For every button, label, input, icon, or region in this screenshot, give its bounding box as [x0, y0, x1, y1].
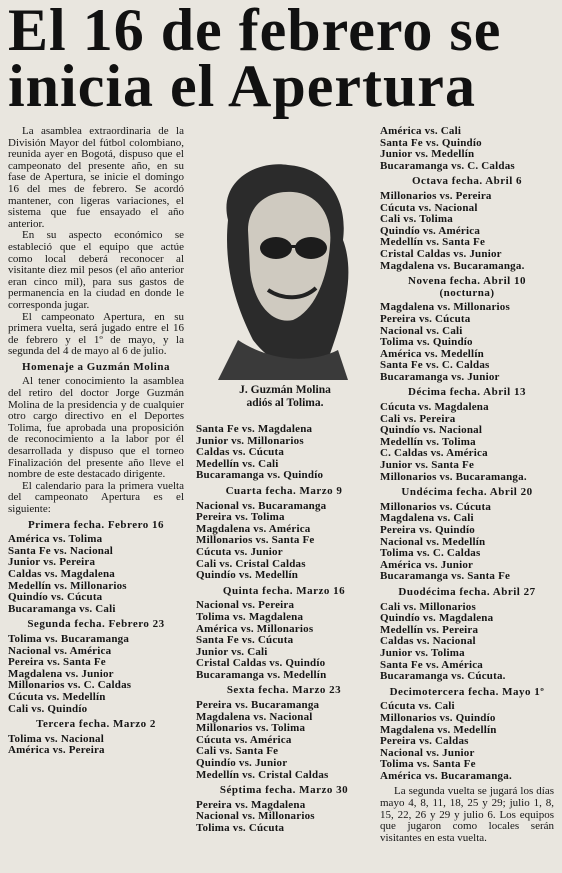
match-line: Tolima vs. Nacional	[8, 732, 104, 745]
headline: El 16 de febrero se inicia el Apertura	[8, 0, 502, 119]
match-line: Pereira vs. Santa Fe	[8, 656, 106, 669]
match-line: Bucaramanga vs. Medellín	[196, 668, 327, 681]
match-line: Pereira vs. Quindío	[380, 524, 475, 536]
match-line: Bucaramanga vs. Cúcuta.	[380, 670, 506, 683]
match-line: Millonarios vs. Tolima	[196, 722, 306, 735]
match-line: Magdalena vs. Nacional	[196, 710, 313, 723]
round-heading: Octava fecha. Abril 6	[411, 175, 523, 188]
round-heading: Undécima fecha. Abril 20	[401, 486, 533, 499]
match-line: América vs. Cali	[380, 125, 462, 137]
match-line: Millonarios vs. C. Caldas	[8, 679, 132, 692]
round-matches	[8, 534, 184, 615]
column-1-rounds	[8, 520, 184, 757]
round-heading: Décima fecha. Abril 13	[408, 386, 526, 399]
column-3-rounds	[380, 176, 554, 782]
round-matches	[380, 502, 554, 583]
match-line: Magdalena vs. Bucaramanga.	[380, 259, 525, 272]
match-line: América vs. Medellín	[380, 347, 484, 360]
match-line: Medellín vs. Millonarios	[8, 579, 127, 592]
calendario-paragraph: El calendario para la primera vuelta del campeonato Apertura es el siguiente:	[8, 479, 184, 515]
match-line: Pereira vs. Cúcuta	[380, 312, 471, 325]
match-line: América vs. Bucaramanga.	[380, 769, 512, 782]
round-matches	[8, 734, 184, 757]
match-line: Caldas vs. Cúcuta	[196, 446, 285, 459]
round-matches	[196, 501, 372, 582]
match-line: Bucaramanga vs. Santa Fe	[380, 570, 511, 583]
round-matches	[380, 602, 554, 683]
match-line: Pereira vs. Caldas	[380, 735, 469, 748]
round-matches	[380, 402, 554, 483]
match-line: Santa Fe vs. Quindío	[380, 136, 482, 149]
match-line: América vs. Junior	[380, 558, 474, 571]
round-heading: Cuarta fecha. Marzo 9	[225, 484, 343, 497]
match-line: Cali vs. Quindío	[8, 702, 88, 715]
match-line: Quindío vs. Junior	[196, 757, 288, 770]
match-line: Cúcuta vs. Nacional	[380, 201, 478, 214]
round-matches	[380, 191, 554, 272]
round-heading: Duodécima fecha. Abril 27	[398, 585, 536, 598]
match-line: Bucaramanga vs. C. Caldas	[380, 159, 515, 172]
round-heading: Novena fecha. Abril 10 (nocturna)	[408, 275, 526, 299]
round-matches	[196, 700, 372, 781]
match-line: Cali vs. Tolima	[380, 213, 453, 226]
round-matches	[380, 302, 554, 383]
match-line: América vs. Pereira	[8, 744, 105, 757]
match-line: Tolima vs. Magdalena	[196, 610, 304, 623]
match-line: Santa Fe vs. América	[380, 658, 483, 671]
round-matches	[8, 634, 184, 715]
match-line: América vs. Tolima	[8, 533, 103, 546]
match-line: Cali vs. Santa Fe	[196, 745, 279, 758]
homenaje-paragraph: Al tener conocimiento la asamblea del retiro del doctor Jorge Guzmán Molina de la presidencia y de cualquier otro cargo directivo en el Deportes Tolima, fue aprobada una proposición de reconocimiento a la labor por él desarrollada y dispuso que el torneo Finalización del presente año lleve el nombre de este destacado dirigente.	[8, 375, 184, 481]
match-line: Santa Fe vs. Magdalena	[196, 423, 313, 435]
match-line: Pereira vs. Tolima	[196, 511, 285, 524]
match-line: Junior vs. Medellín	[380, 148, 475, 161]
match-line: Nacional vs. Millonarios	[196, 810, 315, 823]
match-line: Caldas vs. Nacional	[380, 635, 476, 648]
match-line: Cúcuta vs. Cali	[380, 700, 455, 713]
match-line: Junior vs. Santa Fe	[380, 459, 475, 472]
match-line: Cúcuta vs. América	[196, 733, 292, 746]
match-line: Santa Fe vs. C. Caldas	[380, 359, 490, 372]
match-line: C. Caldas vs. América	[380, 447, 488, 460]
match-line: América vs. Millonarios	[196, 622, 314, 635]
match-line: Quindío vs. Medellín	[196, 569, 299, 582]
round-matches	[380, 701, 554, 782]
match-line: Quindío vs. América	[380, 224, 481, 237]
intro-paragraph-2: En su aspecto económico se estableció que el equipo que actúe como local deberá reconocer al visitante diez mil pesos (el año anterior eran cinco mil), para sus gastos de permanencia en la ciudad en donde le corresponda jugar.	[8, 229, 184, 311]
match-line: Millonarios vs. Quindío	[380, 711, 496, 724]
match-line: Junior vs. Tolima	[380, 646, 465, 659]
match-line: Cúcuta vs. Junior	[196, 545, 283, 558]
match-line: Bucaramanga vs. Junior	[380, 370, 500, 383]
column-2-lead-matches	[196, 424, 372, 482]
column-3-lead-matches	[380, 126, 554, 172]
match-line: Magdalena vs. Junior	[8, 667, 114, 680]
second-round-note	[380, 786, 554, 844]
match-line: Pereira vs. Bucaramanga	[196, 699, 320, 712]
match-line: Magdalena vs. Cali	[380, 512, 474, 525]
match-line: Nacional vs. Junior	[380, 746, 475, 759]
round-heading: Decimotercera fecha. Mayo 1º	[389, 685, 545, 698]
match-line: Santa Fe vs. Cúcuta	[196, 634, 294, 647]
round-heading: Quinta fecha. Marzo 16	[222, 584, 346, 597]
round-heading: Séptima fecha. Marzo 30	[219, 784, 349, 797]
match-line: Nacional vs. Bucaramanga	[196, 499, 327, 512]
intro-paragraph-3: El campeonato Apertura, en su primera vuelta, será jugado entre el 16 de febrero y el 1º de mayo, y la segunda del 4 de mayo al 6 de julio.	[8, 310, 184, 358]
match-line: Pereira vs. Magdalena	[196, 798, 306, 811]
match-line: Santa Fe vs. Nacional	[8, 544, 114, 557]
second-round-paragraph: La segunda vuelta se jugará los días mayo 4, 8, 11, 18, 25 y 29; julio 1, 8, 15, 22, 26 y 29 y julio 6. Los equipos que jugaron como locales serán visitantes en esta vuelta.	[380, 785, 554, 844]
match-line: Tolima vs. Bucaramanga	[8, 632, 130, 645]
match-line: Nacional vs. Cali	[380, 324, 463, 337]
column-3	[380, 126, 554, 844]
match-line: Junior vs. Pereira	[8, 556, 96, 569]
match-line: Millonarios vs. Pereira	[380, 189, 492, 202]
column-1	[8, 126, 184, 757]
round-heading: Primera fecha. Febrero 16	[27, 518, 165, 531]
match-line: Cali vs. Cristal Caldas	[196, 557, 306, 570]
match-line: Magdalena vs. Millonarios	[380, 301, 510, 314]
match-line: Magdalena vs. América	[196, 522, 311, 535]
round-heading: Segunda fecha. Febrero 23	[27, 618, 165, 631]
match-line: Cristal Caldas vs. Junior	[380, 247, 502, 260]
match-line: Tolima vs. Quindío	[380, 336, 473, 349]
match-line: Bucaramanga vs. Quindío	[196, 469, 324, 482]
match-line: Junior vs. Millonarios	[196, 434, 304, 447]
match-line: Cristal Caldas vs. Quindío	[196, 657, 326, 670]
match-line: Tolima vs. C. Caldas	[380, 547, 481, 560]
homenaje-heading: Homenaje a Guzmán Molina	[22, 360, 170, 373]
match-line: Millonarios vs. Cúcuta	[380, 500, 492, 513]
match-line: Medellín vs. Cali	[196, 457, 279, 470]
match-line: Tolima vs. Cúcuta	[196, 822, 285, 834]
match-line: Quindío vs. Magdalena	[380, 612, 494, 625]
round-matches	[196, 600, 372, 681]
match-line: Nacional vs. Pereira	[196, 599, 295, 612]
match-line: Medellín vs. Tolima	[380, 435, 476, 448]
match-line: Cali vs. Millonarios	[380, 600, 476, 613]
column-2	[196, 400, 372, 835]
match-line: Millonarios vs. Bucaramanga.	[380, 470, 527, 483]
match-line: Medellín vs. Santa Fe	[380, 236, 486, 249]
match-line: Millonarios vs. Santa Fe	[196, 534, 315, 547]
round-matches	[196, 800, 372, 835]
match-line: Nacional vs. América	[8, 644, 112, 657]
match-line: Caldas vs. Magdalena	[8, 567, 115, 580]
match-line: Bucaramanga vs. Cali	[8, 602, 116, 615]
round-heading: Tercera fecha. Marzo 2	[36, 718, 156, 731]
caption-line-2: adiós al Tolima.	[246, 397, 324, 409]
match-line: Nacional vs. Medellín	[380, 535, 486, 548]
match-line: Medellín vs. Cristal Caldas	[196, 768, 329, 781]
match-line: Cali vs. Pereira	[380, 412, 456, 425]
round-heading: Sexta fecha. Marzo 23	[226, 684, 342, 697]
intro-paragraph-1: La asamblea extraordinaria de la División Mayor del fútbol colombiano, reunida ayer en Bogotá, dispuso que el campeonato del presente año, en su fase de Apertura, se inicie el domingo 16 del mes de febrero. Se acordó mantener, con ligeras variaciones, el sistema que fue ensayado el año anterior.	[8, 125, 184, 230]
match-line: Tolima vs. Santa Fe	[380, 758, 476, 771]
match-line: Quindío vs. Cúcuta	[8, 591, 103, 604]
match-line: Magdalena vs. Medellín	[380, 723, 497, 736]
match-line: Cúcuta vs. Medellín	[8, 690, 106, 703]
match-line: Junior vs. Cali	[196, 645, 268, 658]
match-line: Cúcuta vs. Magdalena	[380, 401, 489, 414]
match-line: Quindío vs. Nacional	[380, 424, 483, 437]
portrait-photo	[208, 160, 358, 380]
column-2-rounds	[196, 486, 372, 835]
caption-line-1: J. Guzmán Molina	[239, 384, 331, 396]
match-line: Medellín vs. Pereira	[380, 623, 479, 636]
